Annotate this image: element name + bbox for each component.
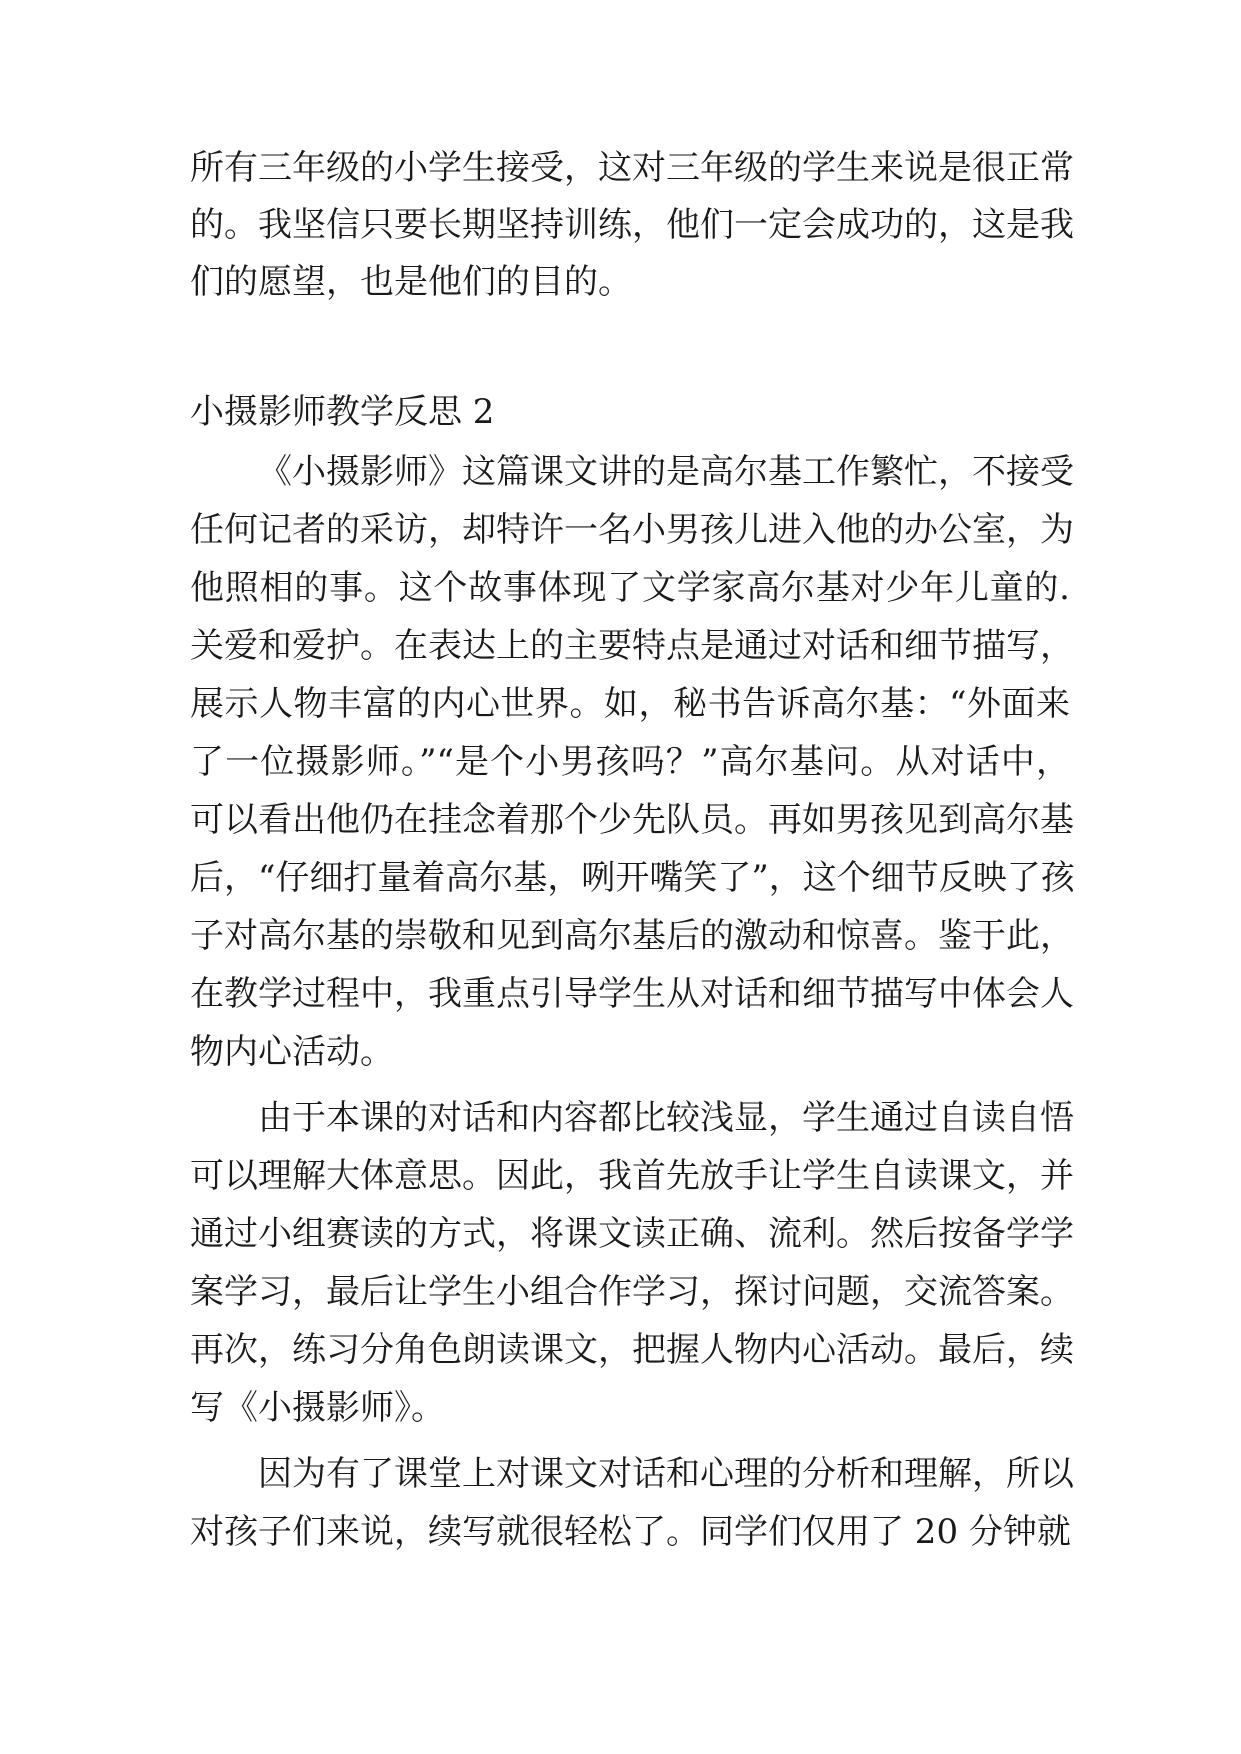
paragraph3-line-1: 因为有了课堂上对课文对话和心理的分析和理解，所以 [258,1454,1074,1494]
paragraph1-line-11: 物内心活动。 [190,1032,394,1072]
paragraph3-line-2: 对孩子们来说，续写就很轻松了。同学们仅用了 20 分钟就 [190,1512,1071,1552]
paragraph1-line-5: 展示人物丰富的内心世界。如，秘书告诉高尔基：“外面来 [190,684,1070,724]
section-title: 小摄影师教学反思 2 [190,392,495,432]
paragraph1-line-8: 后，“仔细打量着高尔基，咧开嘴笑了”，这个细节反映了孩 [190,858,1075,898]
paragraph2-line-2: 可以理解大体意思。因此，我首先放手让学生自读课文，并 [190,1156,1074,1196]
paragraph2-line-4: 案学习，最后让学生小组合作学习，探讨问题，交流答案。 [190,1272,1074,1312]
paragraph1-line-10: 在教学过程中，我重点引导学生从对话和细节描写中体会人 [190,974,1074,1014]
paragraph1-line-6: 了一位摄影师。”“是个小男孩吗？”高尔基问。从对话中， [190,742,1070,782]
intro-line-1: 所有三年级的小学生接受，这对三年级的学生来说是很正常 [190,148,1074,188]
paragraph1-line-9: 子对高尔基的崇敬和见到高尔基后的激动和惊喜。鉴于此， [190,916,1074,956]
paragraph2-line-1: 由于本课的对话和内容都比较浅显，学生通过自读自悟 [258,1098,1074,1138]
paragraph2-line-5: 再次，练习分角色朗读课文，把握人物内心活动。最后，续 [190,1330,1074,1370]
paragraph1-line-1: 《小摄影师》这篇课文讲的是高尔基工作繁忙，不接受 [258,452,1074,492]
paragraph1-line-7: 可以看出他仍在挂念着那个少先队员。再如男孩见到高尔基 [190,800,1074,840]
intro-line-3: 们的愿望，也是他们的目的。 [190,262,632,302]
paragraph1-line-2: 任何记者的采访，却特许一名小男孩儿进入他的办公室，为 [190,510,1074,550]
paragraph1-line-4: 关爱和爱护。在表达上的主要特点是通过对话和细节描写， [190,626,1074,666]
paragraph2-line-6: 写《小摄影师》。 [190,1388,445,1428]
paragraph1-line-3: 他照相的事。这个故事体现了文学家高尔基对少年儿童的. [190,568,1070,608]
paragraph2-line-3: 通过小组赛读的方式，将课文读正确、流利。然后按备学学 [190,1214,1074,1254]
intro-line-2: 的。我坚信只要长期坚持训练，他们一定会成功的，这是我 [190,205,1074,245]
